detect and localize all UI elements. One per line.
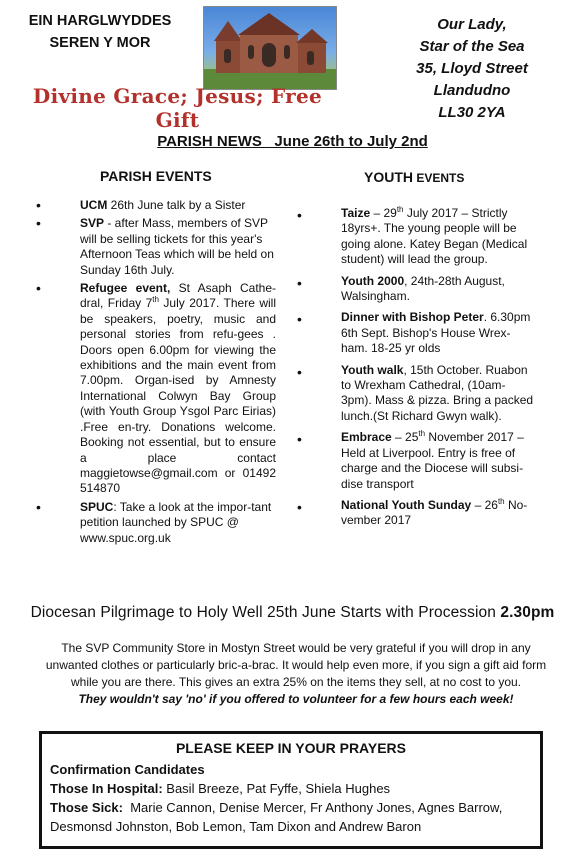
welsh-name-line-2: SEREN Y MOR	[49, 35, 151, 51]
youth-heading-small: EVENTS	[413, 171, 465, 185]
list-item	[341, 363, 536, 425]
sick-names: Marie Cannon, Denise Mercer, Fr Anthony Jones, Agnes Barrow, Desmonsd Johnston, Bob Lemon, Tam Dixon and Andrew Baron	[50, 800, 506, 834]
motto: Divine Grace; Jesus; Free Gift	[32, 84, 323, 132]
address-line: Our Lady,	[437, 16, 507, 33]
event-name: National Youth Sunday	[341, 497, 472, 512]
hospital-line	[50, 779, 532, 798]
event-text: , 15th October. Ruabon to Wrexham Cathedral, (10am-3pm). Mass & pizza. Bring a packed lunch.(St Richard Gwyn walk).	[341, 362, 534, 423]
event-text: – 29	[370, 206, 397, 220]
event-text: No-vember 2017	[341, 497, 528, 528]
hospital-label: Those In Hospital:	[50, 781, 163, 796]
event-text: - after Mass, members of SVP will be selling tickets for this year's Afternoon Teas which will be held on Sunday 16th July.	[80, 216, 274, 277]
youth-events-heading	[364, 169, 464, 185]
event-text: St Asaph Cathe-dral, Friday 7	[80, 281, 276, 311]
sick-label: Those Sick:	[50, 800, 123, 815]
parish-events-list	[80, 198, 276, 549]
list-item	[341, 430, 536, 492]
address-line: Llandudno	[433, 82, 511, 99]
event-name: UCM	[80, 198, 108, 212]
address-line: 35, Lloyd Street	[416, 60, 528, 77]
welsh-name-line-1: EIN HARGLWYDDES	[28, 13, 172, 29]
store-notice	[40, 640, 552, 708]
church-address	[372, 14, 572, 124]
list-item	[80, 216, 276, 278]
event-text: 26th June talk by a Sister	[107, 198, 246, 212]
ordinal-suffix: th	[152, 295, 159, 305]
newsletter-title-text: PARISH NEWS June 26th to July 2nd	[157, 133, 428, 150]
prayers-heading: PLEASE KEEP IN YOUR PRAYERS	[175, 740, 407, 756]
list-item	[341, 310, 536, 356]
confirmation-line	[50, 760, 532, 779]
ordinal-suffix: th	[497, 496, 505, 506]
address-line: LL30 2YA	[438, 104, 506, 121]
list-item	[80, 281, 276, 497]
list-item	[80, 500, 276, 546]
store-notice-emphasis: They wouldn't say 'no' if you offered to volunteer for a few hours each week!	[78, 692, 514, 706]
youth-events-list	[341, 206, 536, 535]
list-item	[80, 198, 276, 213]
event-text: . 6.30pm 6th Sept. Bishop's House Wrex-ham. 18-25 yr olds	[341, 310, 531, 356]
church-photo	[203, 6, 337, 90]
event-name: Youth 2000	[341, 273, 405, 288]
prayers-box	[39, 731, 543, 849]
address-line: Star of the Sea	[419, 38, 525, 55]
church-illustration	[204, 7, 336, 89]
event-name: SPUC	[80, 499, 114, 514]
youth-heading-main: YOUTH	[364, 169, 413, 185]
ordinal-suffix: th	[418, 429, 426, 439]
store-notice-text: The SVP Community Store in Mostyn Street would be very grateful if you will drop in any unwanted clothes or particularly bric-a-brac. It would help even more, if you sign a gift aid form while you are there. This gives an extra 25% on the items they sell, at no cost to you.	[45, 641, 547, 689]
event-text: November 2017 – Held at Liverpool. Entry is free of charge and the Diocese will subsi-dise transport	[341, 430, 524, 491]
event-text: July 2017. There will be speakers, poetry, music and personal stories from refu-gees . Doors open 6.00pm for viewing the exhibitions and the main event from 7.00pm. Organ-ised by Amnesty International Colwyn Bay Group (with Youth Group Ysgol Parc Eirias) .Free en-try. Donations welcome. Booking not essential, but to ensure a place contact maggietowse@gmail.com or 01492 514870	[80, 296, 276, 496]
ordinal-suffix: th	[396, 205, 404, 214]
newsletter-title	[0, 133, 585, 150]
hospital-names: Basil Breeze, Pat Fyffe, Shiela Hughes	[162, 781, 391, 796]
pilgrimage-notice	[0, 604, 585, 622]
event-name: Embrace	[341, 430, 392, 445]
event-name: Taize	[341, 206, 371, 220]
event-text: : Take a look at the impor-tant petition launched by SPUC @ www.spuc.org.uk	[80, 499, 272, 545]
sick-line	[50, 798, 532, 836]
event-name: SVP	[80, 216, 105, 231]
event-text: July 2017 – Strictly 18yrs+. The young people will be going alone. Katey Began (Medical student) will lead the group.	[341, 206, 528, 267]
event-text: , 24th-28th August, Walsingham.	[341, 273, 505, 304]
pilgrimage-time: 2.30pm	[500, 604, 555, 621]
parish-events-heading: PARISH EVENTS	[100, 168, 212, 184]
confirmation-label: Confirmation Candidates	[50, 762, 205, 777]
pilgrimage-text: Diocesan Pilgrimage to Holy Well 25th June Starts with Procession	[30, 604, 501, 621]
event-name: Refugee event,	[80, 281, 171, 296]
event-name: Dinner with Bishop Peter	[341, 310, 484, 325]
event-name: Youth walk	[341, 362, 404, 377]
welsh-church-name	[10, 10, 190, 54]
event-text: – 25	[391, 430, 419, 445]
list-item	[341, 498, 536, 529]
list-item	[341, 274, 536, 305]
event-text: – 26	[471, 497, 498, 512]
list-item	[341, 206, 536, 268]
